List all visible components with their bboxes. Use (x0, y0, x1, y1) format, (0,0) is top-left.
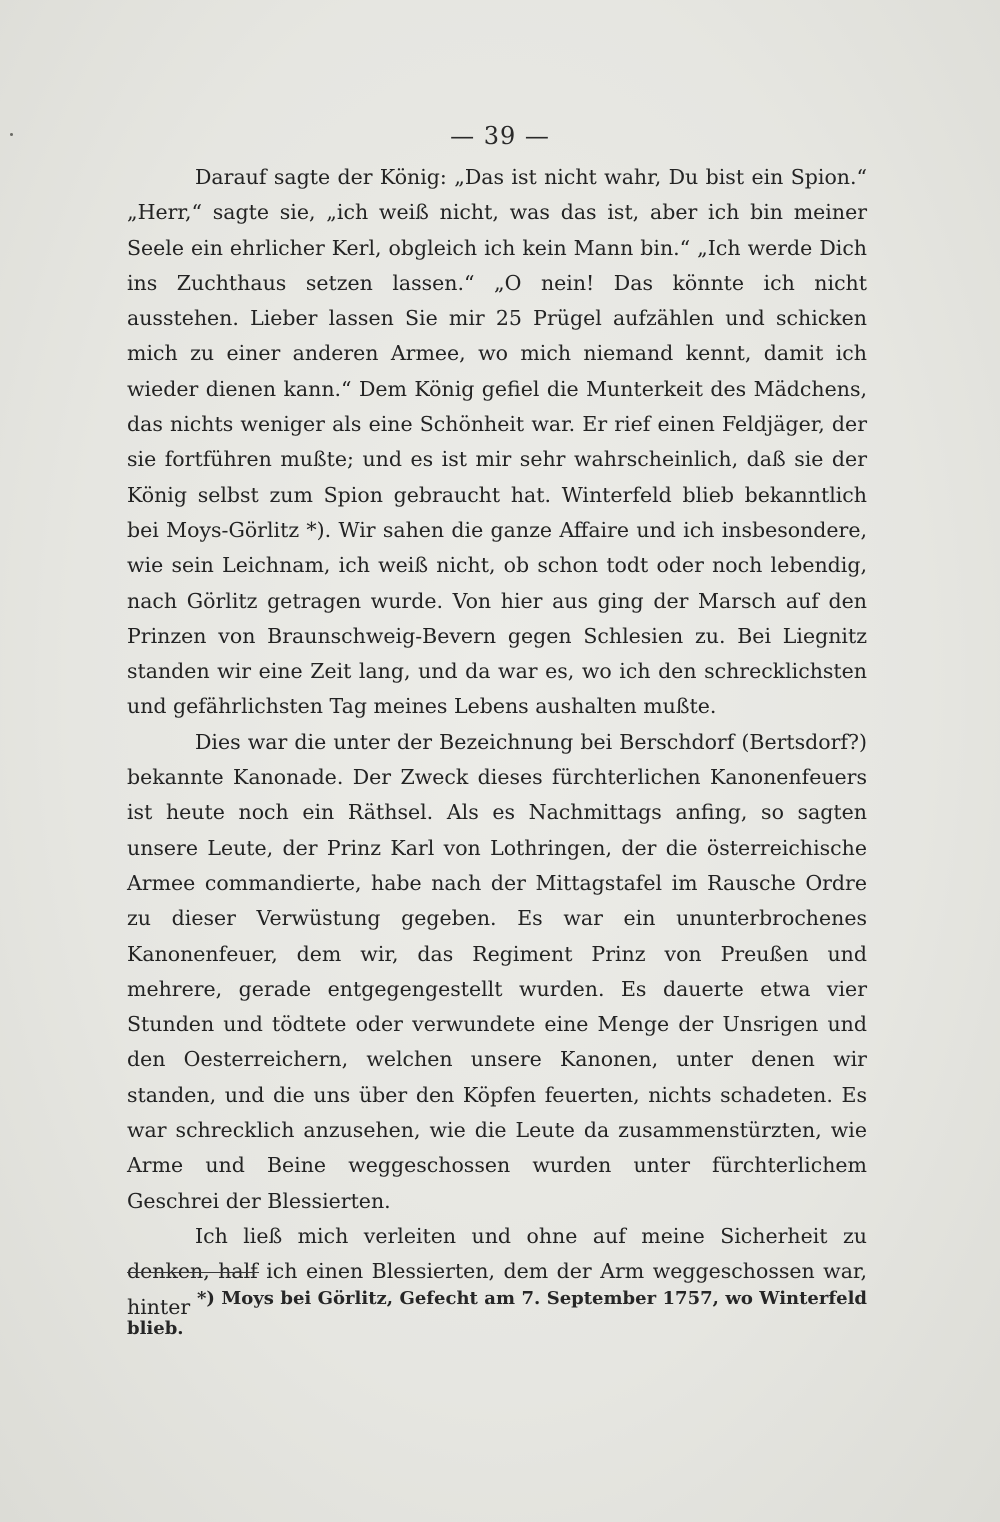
body-text (127, 160, 867, 1325)
paragraph-1: Darauf sagte der König: „Das ist nicht wahr, Du bist ein Spion.“ „Herr,“ sagte sie, „ich weiß nicht, was das ist, aber ich bin meiner Seele ein ehrlicher Kerl, obgleich ich kein Mann bin.“ „Ich werde Dich ins Zuchthaus setzen lassen.“ „O nein! Das könnte ich nicht ausstehen. Lieber lassen Sie mir 25 Prügel aufzählen und schicken mich zu einer anderen Armee, wo mich niemand kennt, damit ich wieder dienen kann.“ Dem König gefiel die Munterkeit des Mädchens, das nichts weniger als eine Schönheit war. Er rief einen Feldjäger, der sie fortführen mußte; und es ist mir sehr wahrscheinlich, daß sie der König selbst zum Spion gebraucht hat. Winterfeld blieb bekanntlich bei Moys-Görlitz *). Wir sahen die ganze Affaire und ich insbesondere, wie sein Leichnam, ich weiß nicht, ob schon todt oder noch lebendig, nach Görlitz getragen wurde. Von hier aus ging der Marsch auf den Prinzen von Braunschweig-Bevern gegen Schlesien zu. Bei Liegnitz standen wir eine Zeit lang, und da war es, wo ich den schrecklichsten und gefährlichsten Tag meines Lebens aushalten mußte. (127, 165, 867, 719)
paragraph-2: Dies war die unter der Bezeichnung bei Berschdorf (Bertsdorf?) bekannte Kanonade. Der Zweck dieses fürchterlichen Kanonenfeuers ist heute noch ein Räthsel. Als es Nachmittags anfing, so sagten unsere Leute, der Prinz Karl von Lothringen, der die österreichische Armee commandierte, habe nach der Mittagstafel im Rausche Ordre zu dieser Verwüstung gegeben. Es war ein ununterbrochenes Kanonenfeuer, dem wir, das Regiment Prinz von Preußen und mehrere, gerade entgegengestellt wurden. Es dauerte etwa vier Stunden und tödtete oder verwundete eine Menge der Unsrigen und den Oesterreichern, welchen unsere Kanonen, unter denen wir standen, und die uns über den Köpfen feuerten, nichts schadeten. Es war schrecklich anzusehen, wie die Leute da zusammenstürzten, wie Arme und Beine weggeschossen wurden unter fürchterlichem Geschrei der Blessierten. (127, 729, 867, 1213)
footnote: *) Moys bei Görlitz, Gefecht am 7. September 1757, wo Winterfeld blieb. (127, 1288, 867, 1339)
page-number: — 39 — (450, 122, 550, 150)
footnote-divider (127, 1272, 259, 1273)
paragraph-3: Ich ließ mich verleiten und ohne auf meine Sicherheit zu denken, half ich einen Blessierten, dem der Arm weggeschossen war, hinter (127, 1223, 867, 1319)
